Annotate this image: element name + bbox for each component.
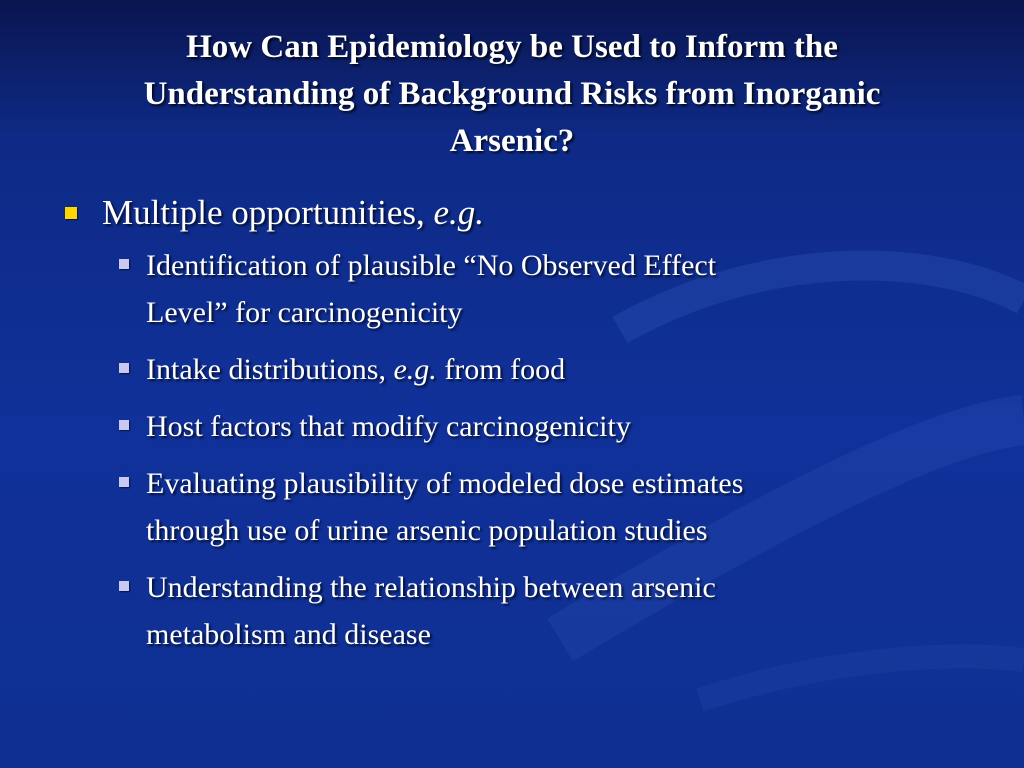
sub-bullet-item xyxy=(60,460,926,554)
slide-content xyxy=(60,190,960,668)
square-bullet-icon xyxy=(119,363,129,373)
sub-bullet-item xyxy=(60,242,926,336)
sub-bullet-line: Identification of plausible “No Observed Effect xyxy=(146,249,717,282)
main-bullet-text: Multiple opportunities, xyxy=(102,193,434,232)
sub-bullet-line: Level” for carcinogenicity xyxy=(146,296,463,329)
sub-bullet-line: Host factors that modify carcinogenicity xyxy=(146,410,631,443)
square-bullet-icon xyxy=(119,581,129,591)
square-bullet-icon xyxy=(119,420,129,430)
sub-bullet-item xyxy=(60,346,926,393)
sub-bullet-item xyxy=(60,564,926,658)
sub-bullet-emphasis: e.g. xyxy=(393,353,437,386)
sub-bullet-line: Understanding the relationship between arsenic xyxy=(146,571,716,604)
sub-bullet-item xyxy=(60,403,926,450)
title-line-3: Arsenic? xyxy=(449,123,575,159)
sub-bullet-line: metabolism and disease xyxy=(146,618,431,651)
sub-bullet-line: Evaluating plausibility of modeled dose estimates xyxy=(146,467,744,500)
sub-bullet-text: Intake distributions, xyxy=(146,353,394,386)
square-bullet-icon xyxy=(65,207,77,219)
main-bullet-item xyxy=(60,190,960,236)
square-bullet-icon xyxy=(119,259,129,269)
main-bullet-emphasis: e.g. xyxy=(433,193,485,232)
sub-bullet-text: from food xyxy=(436,353,566,386)
square-bullet-icon xyxy=(119,477,129,487)
title-line-1: How Can Epidemiology be Used to Inform the xyxy=(186,29,838,65)
slide-title xyxy=(40,24,984,165)
title-line-2: Understanding of Background Risks from Inorganic xyxy=(143,76,881,112)
sub-bullet-line: through use of urine arsenic population studies xyxy=(146,514,708,547)
sub-bullet-line xyxy=(146,346,926,393)
